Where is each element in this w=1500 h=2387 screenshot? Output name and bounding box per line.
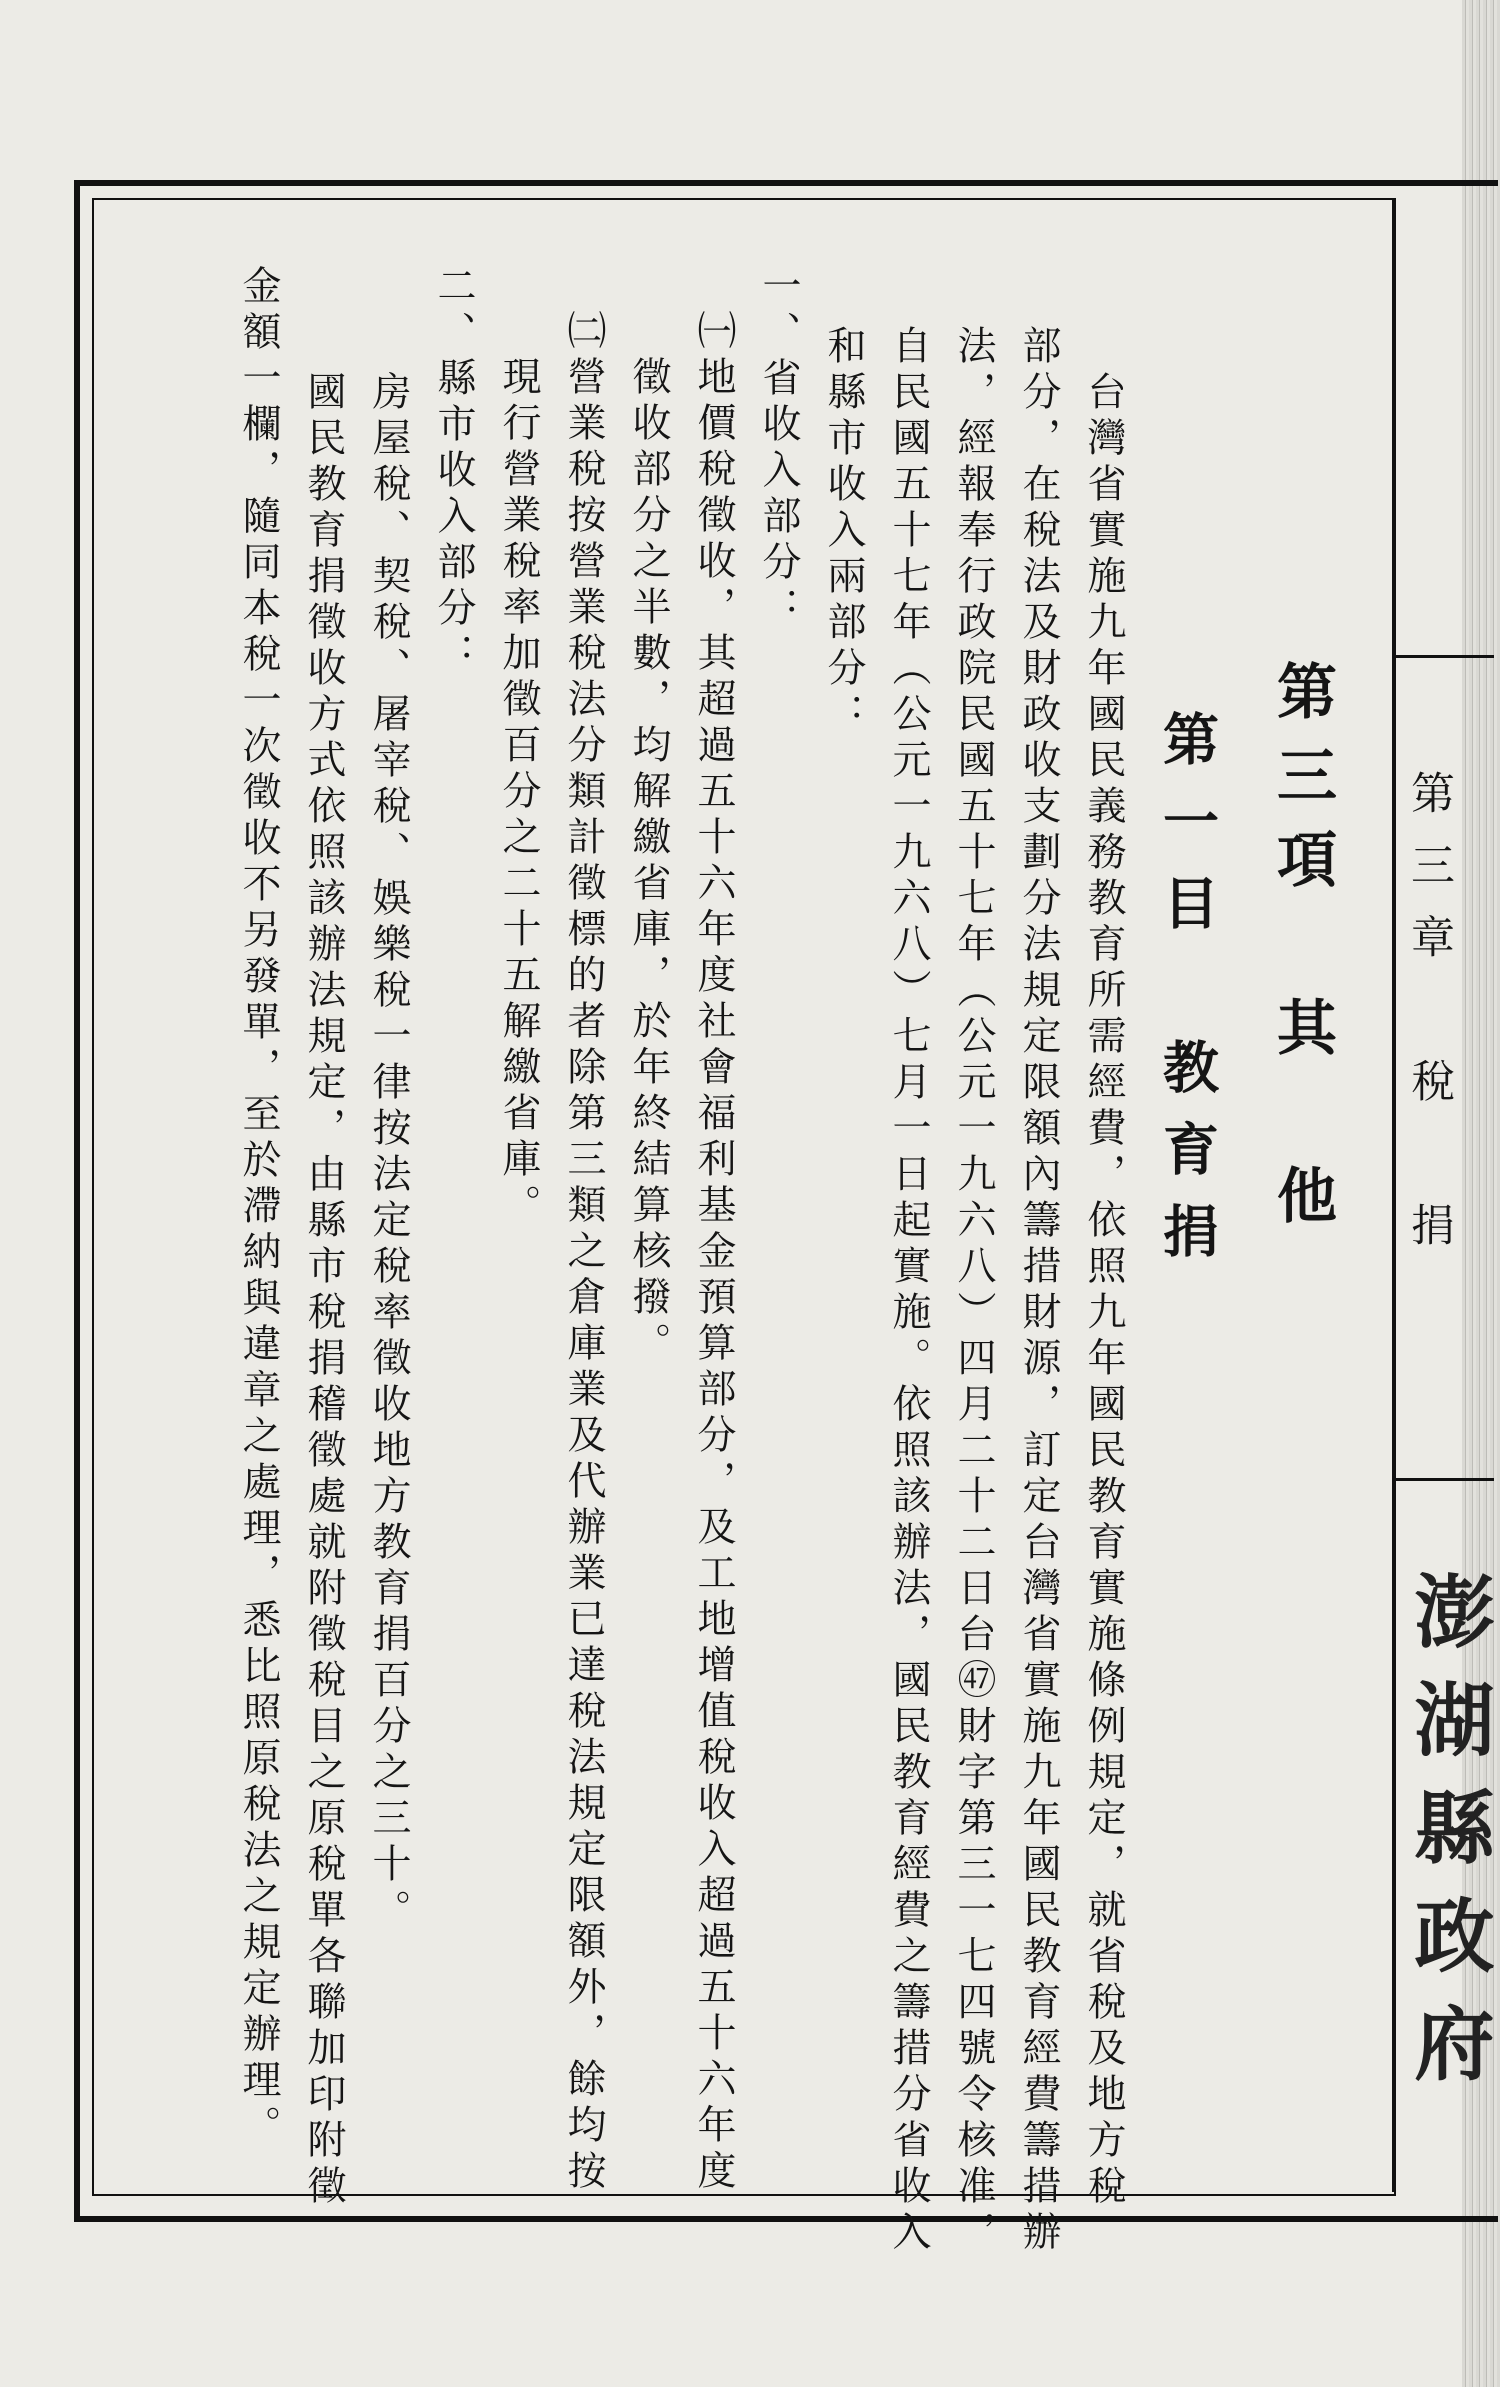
body-column: 一、省收入部分：	[756, 265, 801, 633]
body-column: ㈠地價稅徵收，其超過五十六年度社會福利基金預算部分，及工地增值稅收入超過五十六年度	[691, 310, 736, 2196]
body-column: 二、縣市收入部分：	[431, 265, 476, 679]
body-column: 和縣市收入兩部分：	[821, 325, 866, 739]
body-column: 現行營業稅率加徵百分之二十五解繳省庫。	[496, 310, 541, 1230]
body-column: 自民國五十七年（公元一九六八）七月一日起實施。依照該辦法，國民教育經費之籌措分省收入	[886, 325, 931, 2257]
body-column: 部分，在稅法及財政收支劃分法規定限額內籌措財源，訂定台灣省實施九年國民教育經費籌措辦	[1016, 325, 1061, 2257]
body-column: 房屋稅、契稅、屠宰稅、娛樂稅一律按法定稅率徵收地方教育捐百分之三十。	[366, 325, 411, 1935]
subsection-title: 第一目 教育捐	[1154, 710, 1220, 1284]
body-column: 金額一欄，隨同本稅一次徵收不另發單，至於滯納與違章之處理，悉比照原稅法之規定辦理。	[236, 265, 281, 2151]
chapter-title: 第三章 稅 捐	[1403, 770, 1454, 1274]
body-column: 徵收部分之半數，均解繳省庫，於年終結算核撥。	[626, 310, 671, 1368]
body-column: 法，經報奉行政院民國五十七年（公元一九六八）四月二十二日台㊼財字第三一七四號令核准，	[951, 325, 996, 2257]
body-column: ㈡營業稅按營業稅法分類計徵標的者除第三類之倉庫業及代辦業已達稅法規定限額外，餘均按	[561, 310, 606, 2196]
side-brand: 澎湖縣政府	[1401, 1570, 1495, 2110]
body-column: 台灣省實施九年國民義務教育所需經費，依照九年國民教育實施條例規定，就省稅及地方稅	[1081, 325, 1126, 2211]
body-column: 國民教育捐徵收方式依照該辦法規定，由縣市稅捐稽徵處就附徵稅目之原稅單各聯加印附徵	[301, 325, 346, 2211]
section-title: 第三項 其 他	[1267, 660, 1337, 1248]
